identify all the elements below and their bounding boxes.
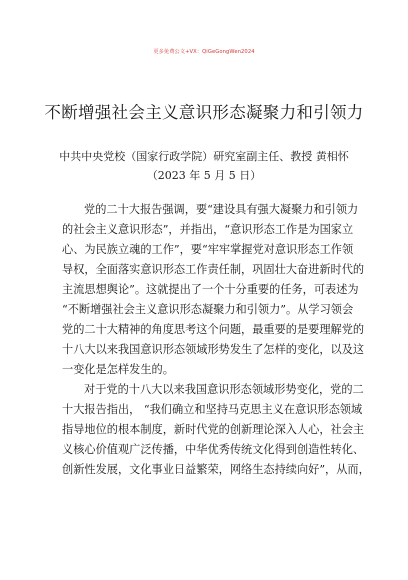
text-line: 的社会主义意识形态”，并指出，“意识形态工作是为国家立 (62, 223, 354, 236)
author-line: 中共中央党校（国家行政学院）研究室副主任、教授 黄相怀 (59, 150, 349, 163)
watermark-text: 更多免费公文+VX：QiGeGongWen2024 (153, 49, 255, 55)
text-line: 一变化是怎样发生的。 (62, 363, 174, 376)
text-line: 对于党的十八大以来我国意识形态领域形势变化，党的二 (84, 383, 364, 396)
text-line: 心、为民族立魂的工作”，要“牢牢掌握党对意识形态工作领 (62, 243, 354, 256)
text-line: 十大报告指出， “我们确立和坚持马克思主义在意识形态领域 (62, 403, 363, 416)
text-line: 义核心价值观广泛传播，中华优秀传统文化得到创造性转化、 (62, 443, 365, 456)
date-line: （2023 年 5 月 5 日） (146, 169, 262, 182)
text-line: 十八大以来我国意识形态领域形势发生了怎样的变化，以及这 (62, 343, 365, 356)
text-line: 创新性发展，文化事业日益繁荣，网络生态持续向好”，从而， (62, 463, 370, 476)
paragraph-2 (62, 380, 370, 480)
body-text (62, 200, 370, 480)
document-title: 不断增强社会主义意识形态凝聚力和引领力 (44, 103, 364, 122)
text-line: 主流思想舆论”。这就提出了一个十分重要的任务，可表述为 (62, 283, 359, 296)
paragraph-1 (62, 200, 365, 380)
text-line: 导权，全面落实意识形态工作责任制，巩固壮大奋进新时代的 (62, 263, 365, 276)
text-line: 党的二十大精神的角度思考这个问题，最重要的是要理解党的 (62, 323, 365, 336)
text-line: “不断增强社会主义意识形态凝聚力和引领力”。从学习领会 (62, 303, 354, 316)
text-line: 指导地位的根本制度，新时代党的创新理论深入人心，社会主 (62, 423, 365, 436)
text-line: 党的二十大报告强调，要“建设具有强大凝聚力和引领力 (84, 203, 359, 216)
